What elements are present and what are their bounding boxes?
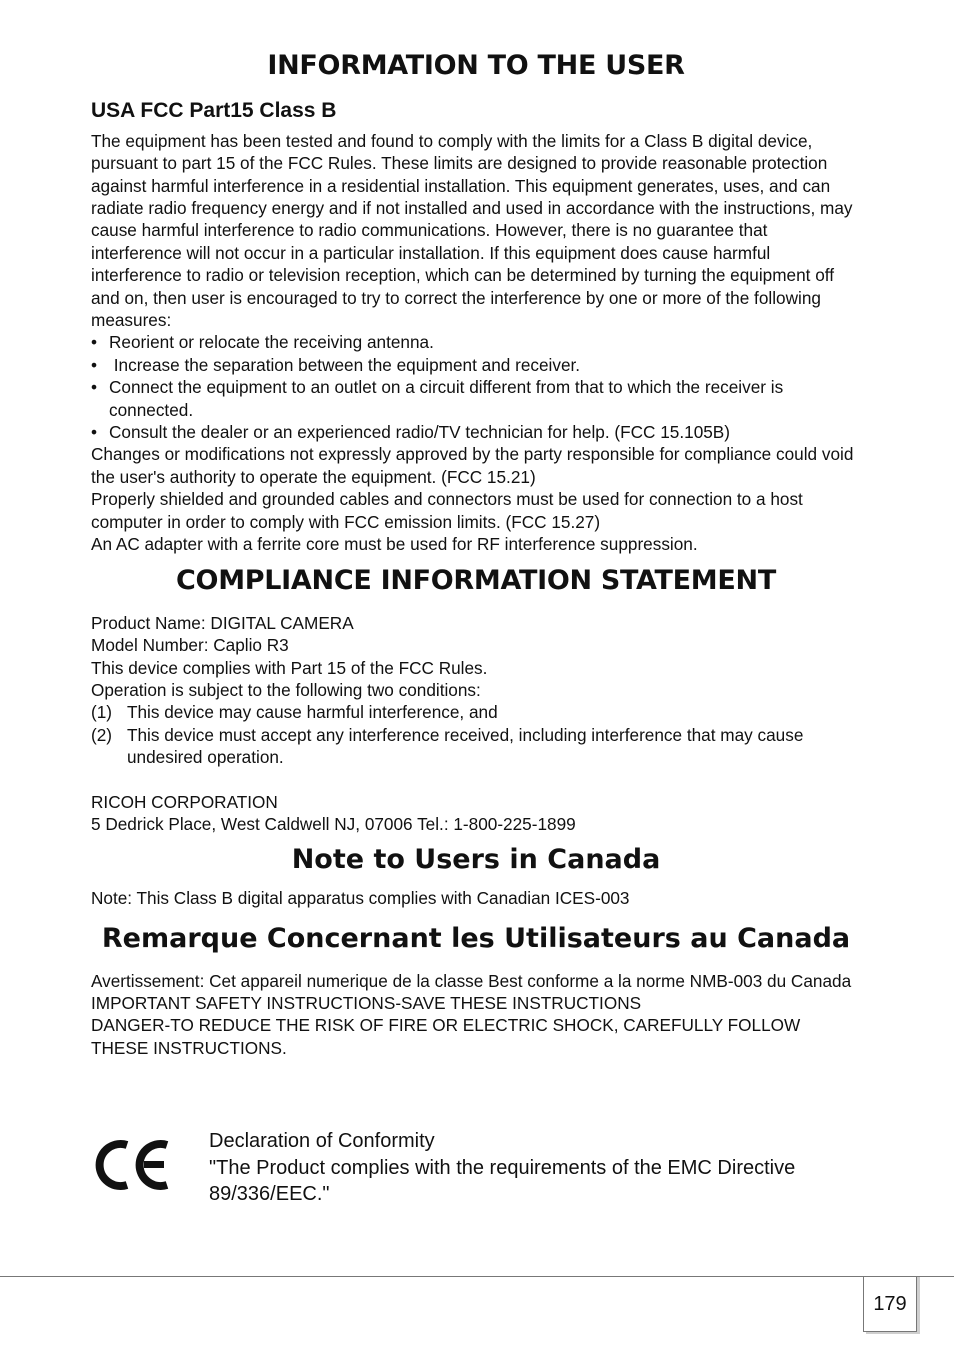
modifications-paragraph: Changes or modifications not expressly approved by the party responsible for compliance could void the user's authority to operate the equipment. (FCC 15.21) <box>91 444 854 487</box>
avertissement-paragraph: Avertissement: Cet appareil numerique de la classe Best conforme a la norme NMB-003 du Canada <box>91 970 852 991</box>
page-number: 179 <box>863 1277 917 1332</box>
cables-paragraph: Properly shielded and grounded cables and connectors must be used for connection to a host computer in order to comply with FCC emission limits. (FCC 15.27) <box>91 489 803 532</box>
list-item: • Increase the separation between the equipment and receiver. <box>91 354 581 375</box>
ac-adapter-paragraph: An AC adapter with a ferrite core must be used for RF interference suppression. <box>91 534 698 554</box>
section-title-compliance: COMPLIANCE INFORMATION STATEMENT <box>176 565 776 597</box>
condition-item: (1) This device may cause harmful interference, and <box>91 702 498 723</box>
company-name: RICOH CORPORATION <box>91 791 278 812</box>
measures-list <box>91 331 861 443</box>
section-title-remarque: Remarque Concernant les Utilisateurs au Canada <box>101 923 851 955</box>
ce-statement: "The Product complies with the requirements of the EMC Directive 89/336/EEC." <box>209 1156 796 1205</box>
product-name: Product Name: DIGITAL CAMERA <box>91 612 354 633</box>
list-item: • Connect the equipment to an outlet on a circuit different from that to which the receiver is connected. <box>91 377 784 420</box>
page-number-shadow <box>866 1332 920 1334</box>
fcc-intro-paragraph: The equipment has been tested and found to comply with the limits for a Class B digital device, pursuant to part 15 of the FCC Rules. These limits are designed to provide reasonable protection against harmful interference in a residential installation. This equipment generates, uses, and can radiate radio frequency energy and if not installed and used in accordance with the instructions, may cause harmful interference to radio communications. However, there is no guarantee that interference will not occur in a particular installation. If this equipment does cause harmful interference to radio or television reception, which can be determined by turning the equipment off and on, then user is encouraged to try to correct the interference by one or more of the following measures: <box>91 130 853 330</box>
document-body <box>91 50 861 1059</box>
complies-statement: This device complies with Part 15 of the FCC Rules. <box>91 657 488 678</box>
ce-mark-icon <box>95 1135 175 1195</box>
subtitle-fcc-part15: USA FCC Part15 Class B <box>91 99 337 123</box>
list-item: • Reorient or relocate the receiving antenna. <box>91 332 434 353</box>
list-item: • Consult the dealer or an experienced radio/TV technician for help. (FCC 15.105B) <box>91 421 730 442</box>
safety-instructions: IMPORTANT SAFETY INSTRUCTIONS-SAVE THESE INSTRUCTIONS <box>91 993 642 1014</box>
danger-warning: DANGER-TO REDUCE THE RISK OF FIRE OR ELECTRIC SHOCK, CAREFULLY FOLLOW THESE INSTRUCTIONS. <box>91 1015 801 1058</box>
company-address: 5 Dedrick Place, West Caldwell NJ, 07006 Tel.: 1-800-225-1899 <box>91 814 576 835</box>
model-number: Model Number: Caplio R3 <box>91 635 289 656</box>
section-title-canada: Note to Users in Canada <box>291 844 661 876</box>
ce-heading: Declaration of Conformity <box>209 1130 435 1152</box>
page-number-shadow <box>917 1277 920 1334</box>
condition-item: (2) This device must accept any interference received, including interference that may cause undesired operation. <box>91 724 804 768</box>
canada-note: Note: This Class B digital apparatus complies with Canadian ICES-003 <box>91 887 630 908</box>
ce-declaration-text <box>209 1128 869 1208</box>
operation-statement: Operation is subject to the following two conditions: <box>91 680 481 701</box>
footer-divider <box>0 1276 954 1277</box>
section-title-information: INFORMATION TO THE USER <box>267 50 685 81</box>
